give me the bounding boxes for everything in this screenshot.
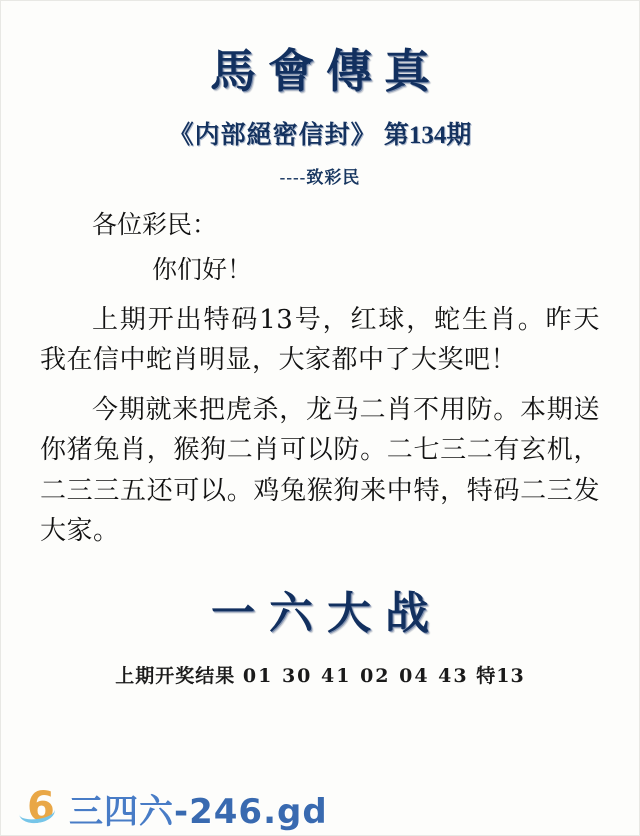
paragraph-two: 今期就来把虎杀，龙马二肖不用防。本期送你猪兔肖，猴狗二肖可以防。二七三二有玄机，二三三五还可以。鸡兔猴狗来中特，特码二三发大家。 [40,395,600,546]
paragraph-one: 上期开出特码13号，红球，蛇生肖。昨天我在信中蛇肖明显，大家都中了大奖吧！ [40,304,600,375]
watermark-name: 三四六 [69,792,174,832]
results-numbers: 01 30 41 02 04 43 [242,665,469,688]
letter-body [40,206,600,551]
watermark-logo-digit: 6 [27,784,55,830]
watermark-text [69,793,328,831]
watermark-logo-icon [19,784,63,831]
results-special-label: 特 [476,665,497,688]
dedication-text: ----致彩民 [279,168,361,187]
page-title: 馬會傳真 [210,44,442,98]
issue-number: 第134期 [383,122,472,149]
results-special-number: 13 [496,665,525,688]
subtitle-bracket-text: 《内部絕密信封》 [168,122,377,149]
watermark [19,784,328,832]
greeting: 你们好！ [152,254,253,284]
headline-slogan: 一六大战 [211,589,443,639]
salutation: 各位彩民： [92,210,218,239]
results-label: 上期开奖结果 [115,665,236,688]
subtitle-line [169,115,472,151]
previous-draw-results [115,661,524,688]
watermark-domain: -246.gd [174,792,328,832]
